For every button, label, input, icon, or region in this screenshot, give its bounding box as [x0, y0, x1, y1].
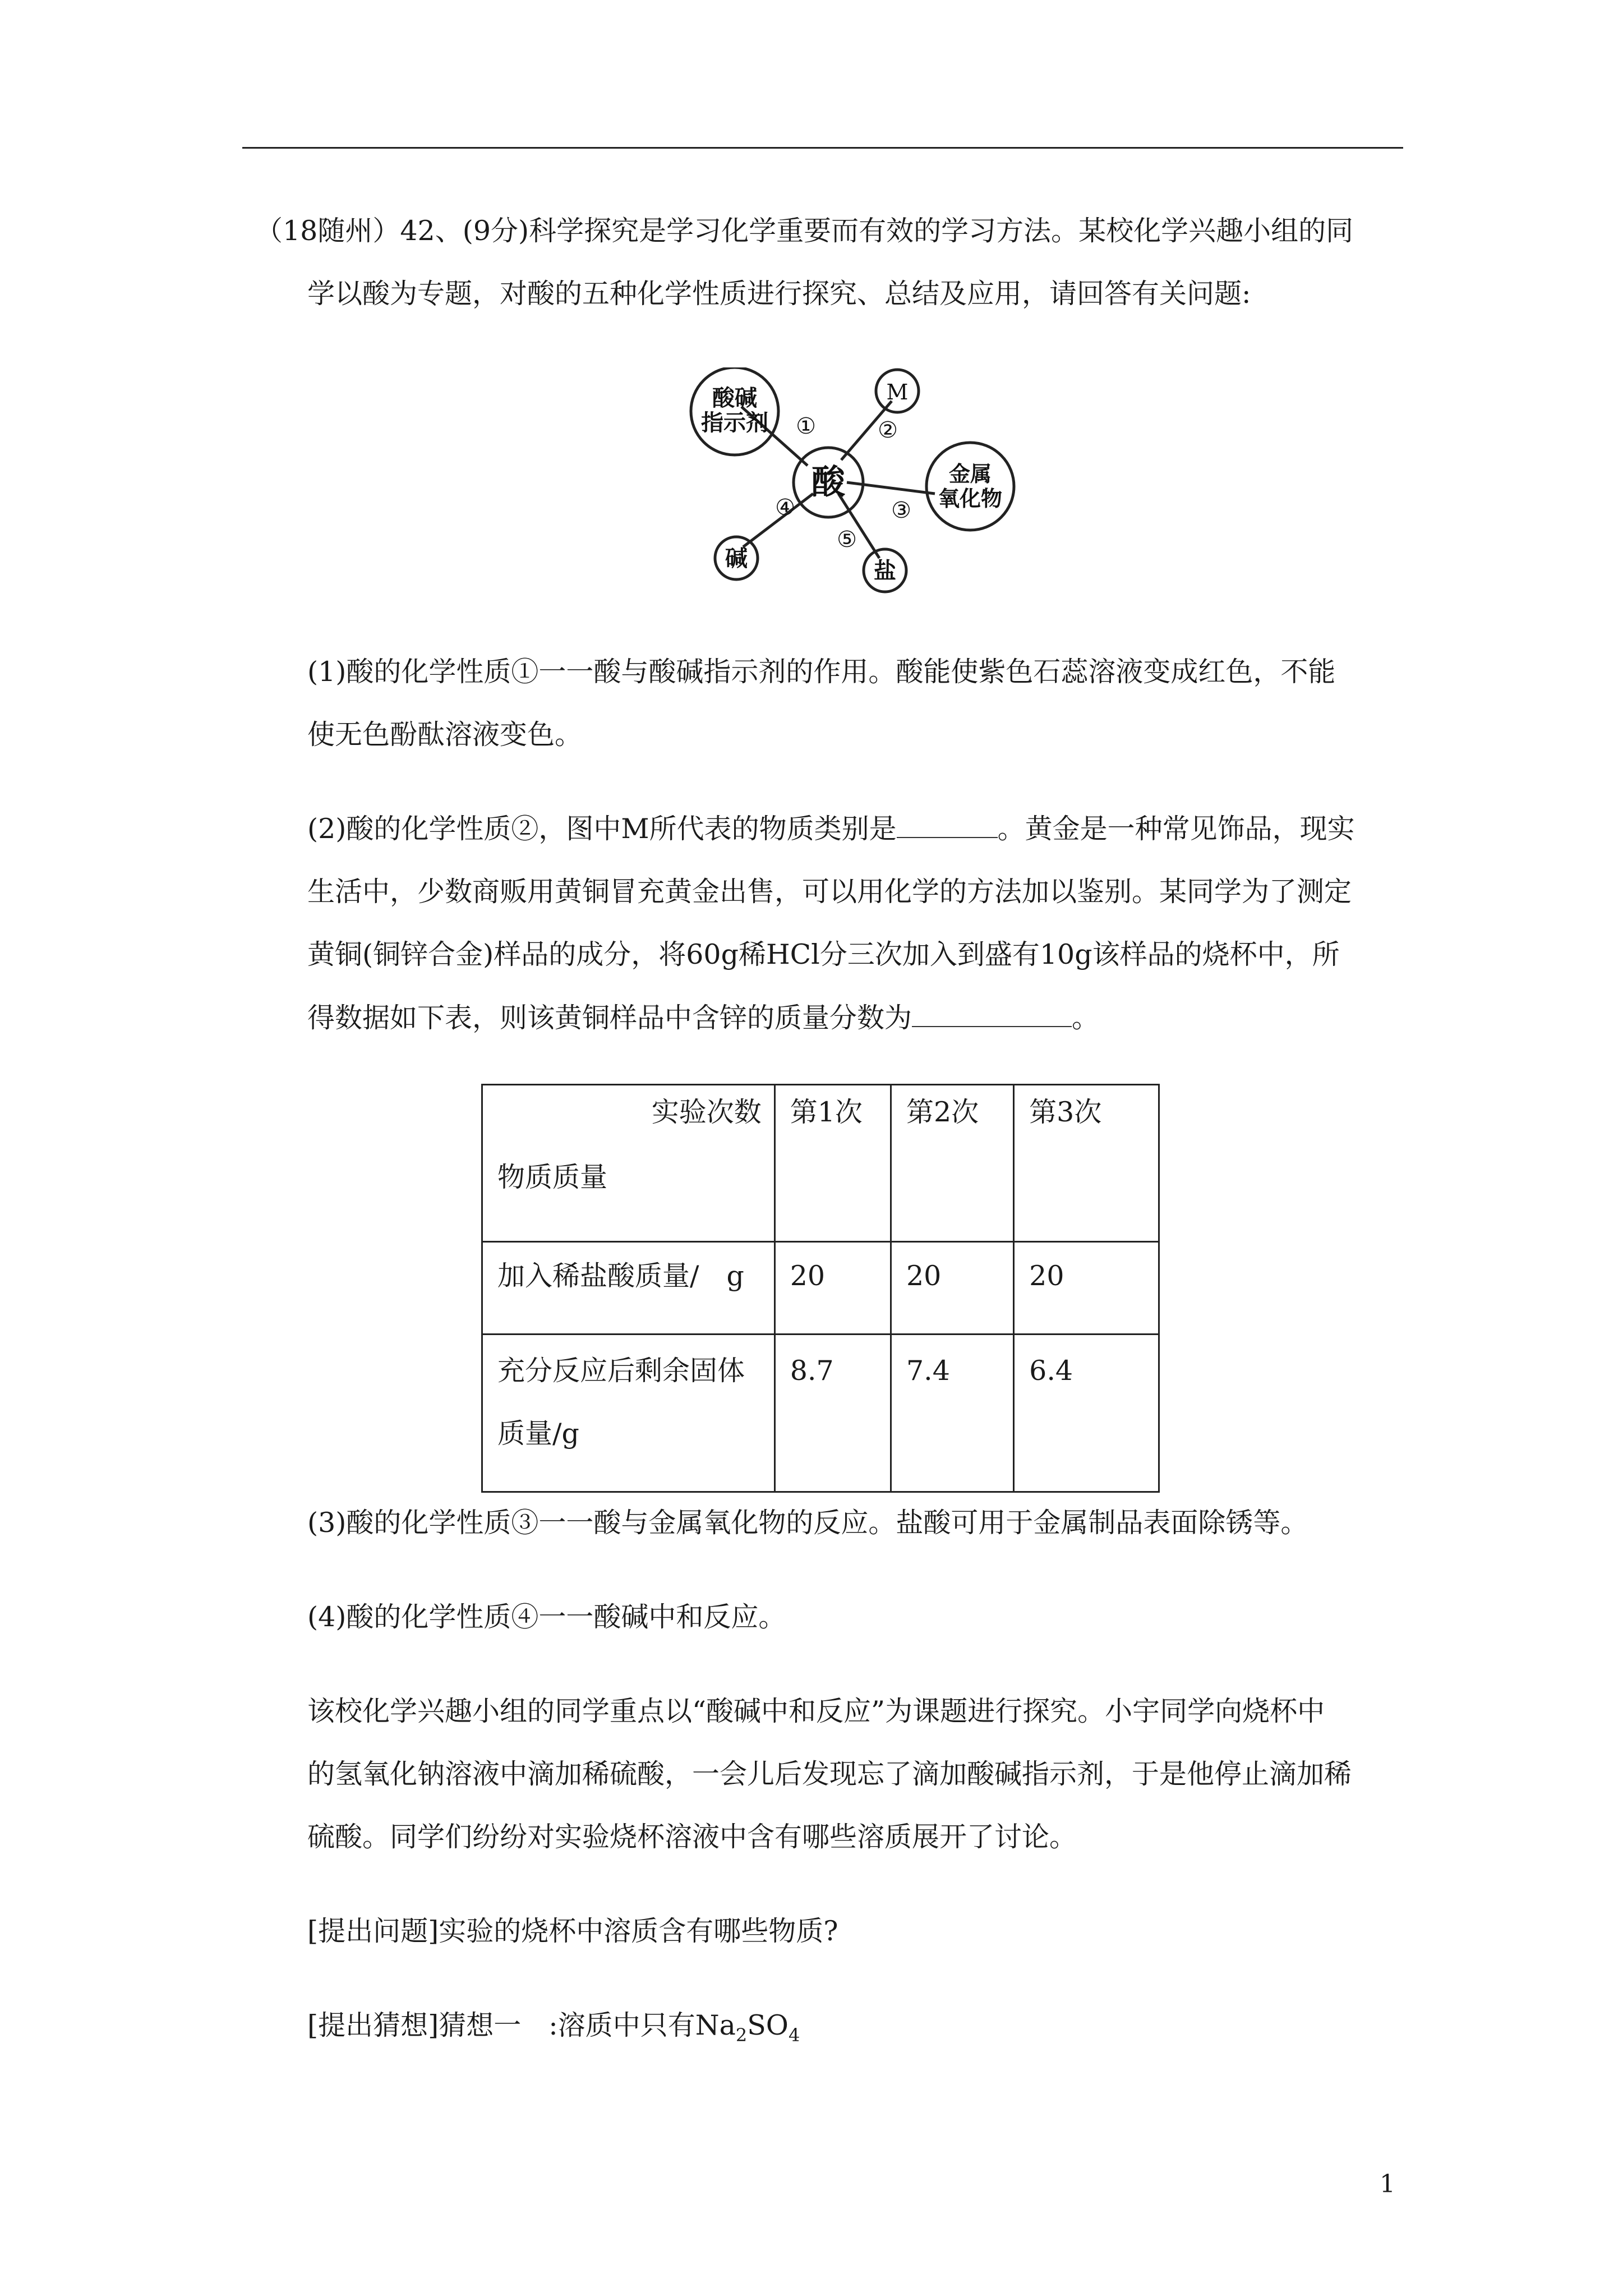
number-1: ①: [796, 413, 816, 439]
section2-line1-b: 。黄金是一种常见饰品，现实: [997, 813, 1355, 845]
section1-line2: 使无色酚酞溶液变色。: [307, 719, 583, 751]
table-row-label: 加入稀盐酸质量/ g: [482, 1242, 775, 1335]
formula-sub-2: 2: [735, 2024, 748, 2046]
table-header-bottom: 物质质量: [497, 1161, 608, 1193]
table-cell: 20: [891, 1242, 1014, 1335]
table-col-header: 第3次: [1014, 1085, 1159, 1242]
node-base-label: 碱: [725, 545, 748, 572]
node-indicator-label2: 指示剂: [701, 409, 768, 436]
section4-line1: (4)酸的化学性质④一一酸碱中和反应。: [307, 1601, 786, 1633]
table-cell: 8.7: [774, 1335, 891, 1492]
header-rule: [242, 147, 1403, 149]
question-line: [提出问题]实验的烧杯中溶质含有哪些物质?: [307, 1915, 838, 1947]
table-row-label-line2: 质量/g: [497, 1418, 579, 1450]
table-header-top: 实验次数: [651, 1096, 762, 1128]
table-cell: 6.4: [1014, 1335, 1159, 1492]
brass-data-table: [481, 1084, 1160, 1493]
section2-line4-b: 。: [1072, 1002, 1100, 1034]
section2-line4-a: 得数据如下表，则该黄铜样品中含锌的质量分数为: [307, 1002, 912, 1034]
table-row-label-line1: 充分反应后剩余固体: [497, 1355, 745, 1387]
table-row: [482, 1335, 1159, 1492]
table-col-header: 第1次: [774, 1085, 891, 1242]
hypothesis-prefix: [提出猜想]猜想一 :溶质中只有: [307, 2009, 695, 2041]
number-3: ③: [891, 498, 911, 523]
problem-intro-line1: （18随州）42、(9分)科学探究是学习化学重要而有效的学习方法。某校化学兴趣小组的同: [255, 215, 1354, 247]
table-row: [482, 1242, 1159, 1335]
formula-na: Na: [695, 2009, 736, 2041]
answer-blank-m[interactable]: [897, 815, 998, 838]
section2-line1: [307, 812, 1355, 846]
section3-line1: (3)酸的化学性质③一一酸与金属氧化物的反应。盐酸可用于金属制品表面除锈等。: [307, 1507, 1308, 1539]
section2-line2: 生活中，少数商贩用黄铜冒充黄金出售，可以用化学的方法加以鉴别。某同学为了测定: [307, 876, 1352, 908]
table-cell: 20: [774, 1242, 891, 1335]
number-2: ②: [878, 417, 898, 443]
formula-sub-4: 4: [788, 2024, 800, 2046]
formula-so: SO: [747, 2009, 789, 2041]
table-row-label: [482, 1335, 775, 1492]
problem-intro-line2: 学以酸为专题，对酸的五种化学性质进行探究、总结及应用，请回答有关问题:: [307, 278, 1251, 310]
table-col-header: 第2次: [891, 1085, 1014, 1242]
table-header-row: [482, 1085, 1159, 1242]
number-4: ④: [775, 495, 795, 521]
number-5: ⑤: [837, 527, 857, 553]
center-acid-label: 酸: [811, 463, 845, 502]
link-metal-oxide: [847, 482, 935, 494]
acid-properties-diagram: [681, 367, 1018, 595]
section2-line4: [307, 1001, 1099, 1035]
table-cell: 20: [1014, 1242, 1159, 1335]
answer-blank-zinc-fraction[interactable]: [912, 1004, 1072, 1027]
node-metal-oxide-label2: 氧化物: [938, 486, 1003, 511]
section1-line1: (1)酸的化学性质①一一酸与酸碱指示剂的作用。酸能使紫色石蕊溶液变成红色，不能: [307, 656, 1336, 688]
table-corner-cell: [482, 1085, 775, 1242]
table-cell: 7.4: [891, 1335, 1014, 1492]
page-number: 1: [1380, 2170, 1395, 2198]
section2-line1-a: (2)酸的化学性质②，图中M所代表的物质类别是: [307, 813, 897, 845]
node-m-label: M: [886, 380, 909, 404]
paragraph-line1: 该校化学兴趣小组的同学重点以“酸碱中和反应”为课题进行探究。小宇同学向烧杯中: [307, 1695, 1325, 1727]
hypothesis-line: [307, 2009, 800, 2046]
section2-line3: 黄铜(铜锌合金)样品的成分，将60g稀HCl分三次加入到盛有10g该样品的烧杯中，所: [307, 938, 1340, 970]
paragraph-line2: 的氢氧化钠溶液中滴加稀硫酸，一会儿后发现忘了滴加酸碱指示剂，于是他停止滴加稀: [307, 1758, 1352, 1790]
paragraph-line3: 硫酸。同学们纷纷对实验烧杯溶液中含有哪些溶质展开了讨论。: [307, 1821, 1077, 1853]
node-salt-label: 盐: [874, 558, 896, 584]
node-metal-oxide-label1: 金属: [948, 461, 992, 486]
node-indicator-label1: 酸碱: [712, 385, 757, 411]
